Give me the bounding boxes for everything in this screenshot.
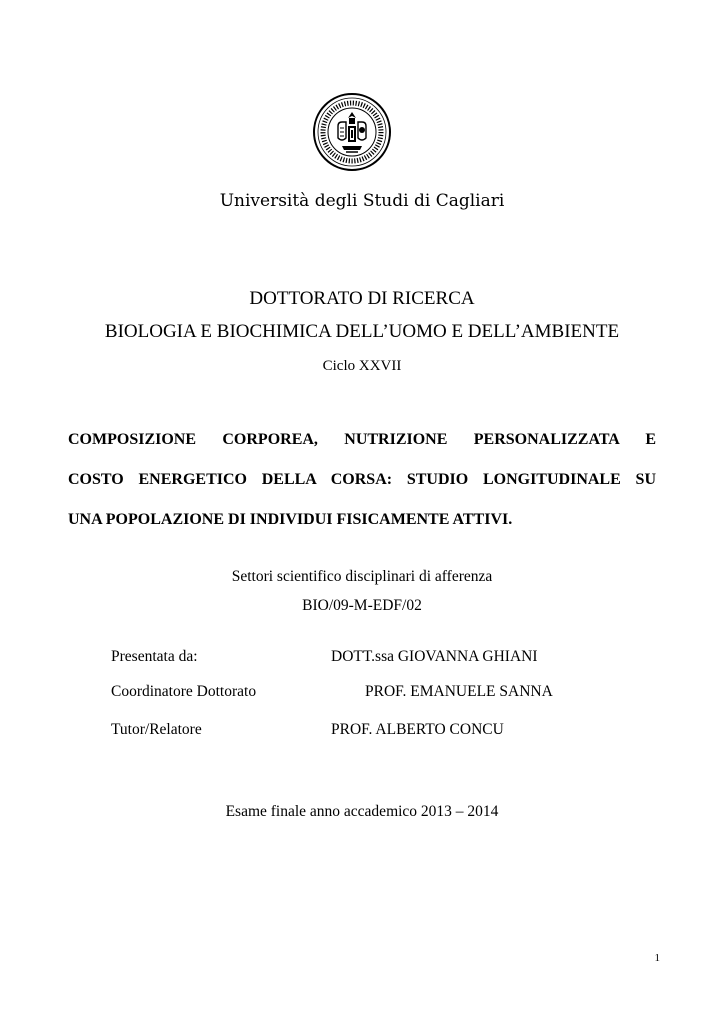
sectors-code: BIO/09-M-EDF/02 — [302, 597, 422, 614]
tutor-name: PROF. ALBERTO CONCU — [331, 721, 504, 738]
presented-by-label: Presentata da: — [111, 648, 198, 665]
presented-by-name: DOTT.ssa GIOVANNA GHIANI — [331, 648, 538, 665]
page-number: 1 — [654, 952, 660, 964]
university-seal-icon — [312, 92, 392, 172]
phd-cycle: Ciclo XXVII — [322, 358, 402, 374]
university-name: Università degli Studi di Cagliari — [219, 191, 505, 211]
thesis-title-line: COSTO ENERGETICO DELLA CORSA: STUDIO LONGITUDINALE SU — [68, 471, 656, 488]
coordinator-name: PROF. EMANUELE SANNA — [365, 683, 553, 700]
coordinator-label: Coordinatore Dottorato — [111, 683, 257, 700]
sectors-label: Settori scientifico disciplinari di afferenza — [231, 568, 493, 585]
thesis-title-line: UNA POPOLAZIONE DI INDIVIDUI FISICAMENTE ATTIVI. — [68, 511, 513, 528]
tutor-label: Tutor/Relatore — [111, 721, 202, 738]
final-exam-year: Esame finale anno accademico 2013 – 2014 — [225, 803, 499, 820]
phd-program: BIOLOGIA E BIOCHIMICA DELL’UOMO E DELL’AMBIENTE — [104, 321, 620, 342]
thesis-title — [68, 420, 656, 540]
phd-heading: DOTTORATO DI RICERCA — [249, 288, 475, 309]
thesis-title-line: COMPOSIZIONE CORPOREA, NUTRIZIONE PERSONALIZZATA E — [68, 431, 656, 448]
